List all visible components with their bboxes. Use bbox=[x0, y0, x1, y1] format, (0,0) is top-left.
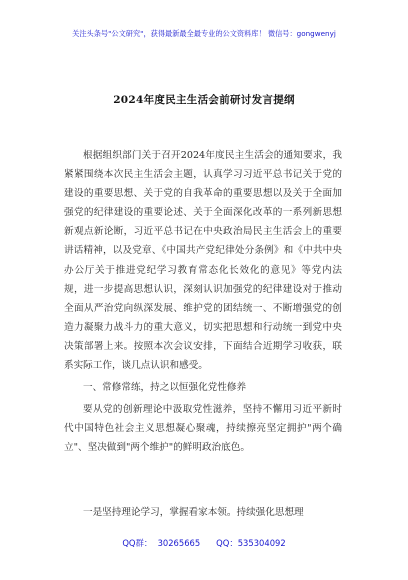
section-heading: 一、常修常练，持之以恒强化党性修养 bbox=[83, 382, 247, 393]
body-paragraph: 一是坚持理论学习，掌握看家本领。持续强化思想理 bbox=[83, 507, 304, 518]
header-banner: 关注头条号"公文研究"，获得最新最全最专业的公文资料库！ 微信号：gongwenyj bbox=[72, 29, 336, 38]
body-paragraph: 根据组织部门关于召开2024年度民主生活会的通知要求，我紧紧围绕本次民主生活会主题，认真学习习近平总书记关于党的建设的重要思想、关于党的自我革命的重要思想以及关于全面加强党的纪律建设的重要论述、关于全面深化改革的一系列新思想新观点新论断，习近平总书记在中央政治局民主生活会上的重要讲话精神，以及党章、《中国共产党纪律处分条例》和《中共中央办公厅关于推进党纪学习教育常态化长效化的意见》等党内法规，进一步提高思想认识，深刻认识加强党的纪律建设对于推动全面从严治党向纵深发展、维护党的团结统一、不断增强党的创造力凝聚力战斗力的重大意义，切实把思想和行动统一到党中央决策部署上来。按照本次会议安排，下面结合近期学习收获，联系实际工作，谈几点认识和感受。 bbox=[64, 150, 342, 372]
document-title: 2024年度民主生活会前研讨发言提纲 bbox=[113, 94, 295, 106]
footer-qq-contact: QQ群： 30265665 QQ：535304092 bbox=[122, 538, 286, 548]
body-paragraph: 要从党的创新理论中汲取党性滋养，坚持不懈用习近平新时代中国特色社会主义思想凝心聚魂，持续擦亮坚定拥护"两个确立"、坚决做到"两个维护"的鲜明政治底色。 bbox=[64, 404, 342, 454]
